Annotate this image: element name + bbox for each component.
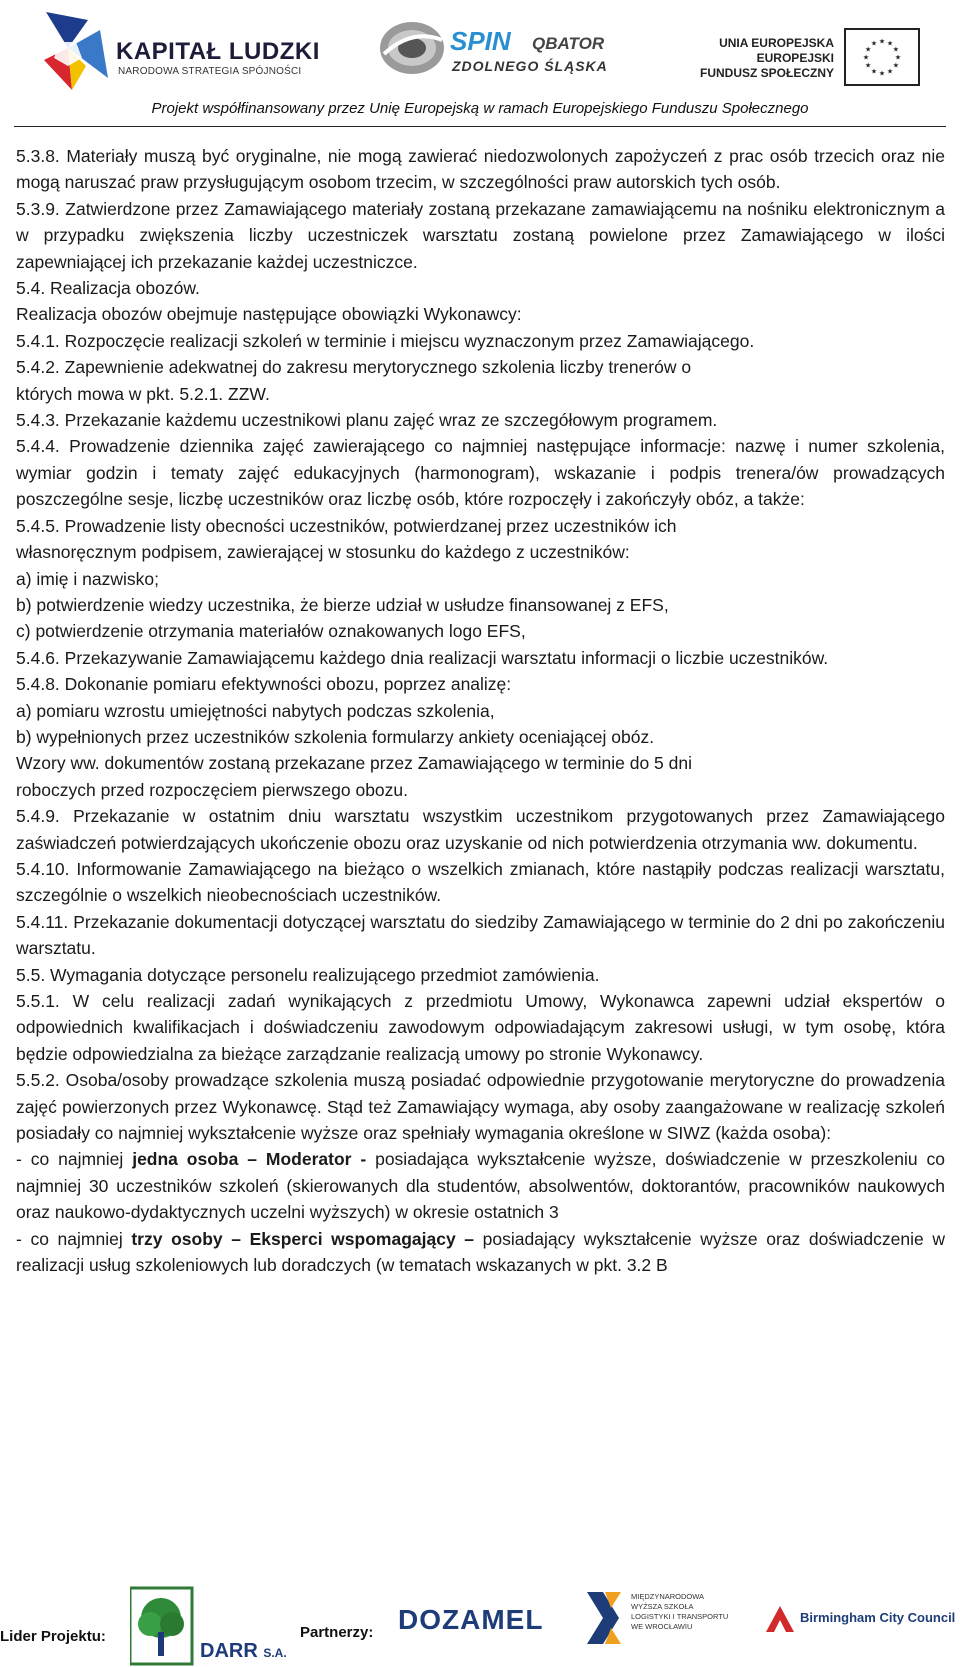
section-heading-5-5: 5.5. Wymagania dotyczące personelu realizującego przedmiot zamówienia.	[16, 964, 600, 985]
eu-star: ★	[878, 70, 886, 78]
paragraph-5-4-6: 5.4.6. Przekazywanie Zamawiającemu każdego dnia realizacji warsztatu informacji o liczbie uczestników.	[16, 647, 829, 668]
msl-name: MIĘDZYNARODOWA WYŻSZA SZKOŁA LOGISTYKI I TRANSPORTU WE WROCŁAWIU	[631, 1592, 729, 1631]
page-footer	[0, 1578, 960, 1667]
list-item-a: a) imię i nazwisko;	[16, 568, 159, 589]
list-item-measure-b: b) wypełnionych przez uczestników szkolenia formularzy ankiety oceniającej obóz.	[16, 726, 655, 747]
eu-star: ★	[878, 38, 886, 46]
moderator-rest: posiadająca wykształcenie wyższe, doświadczenie w przeszkoleniu co najmniej 30 uczestników szkoleń (skierowanych dla studentów, absolwentów, doktorantów, pracowników naukowych oraz naukowo-dydaktycznych uczelni wyższych) w okresie ostatnich 3	[16, 1149, 946, 1223]
eu-line-3: FUNDUSZ SPOŁECZNY	[699, 66, 834, 80]
paragraph-obligations-intro: Realizacja obozów obejmuje następujące obowiązki Wykonawcy:	[16, 304, 522, 325]
paragraph-5-4-1: 5.4.1. Rozpoczęcie realizacji szkoleń w terminie i miejscu wyznaczonym przez Zamawiającego.	[16, 330, 755, 351]
kapital-ludzki-logo	[38, 8, 338, 94]
paragraph-templates-line-1: Wzory ww. dokumentów zostaną przekazane przez Zamawiającego w terminie do 5 dni	[16, 753, 693, 774]
eu-star: ★	[892, 62, 900, 70]
paragraph-5-5-1: 5.5.1. W celu realizacji zadań wynikających z przedmiotu Umowy, Wykonawca zapewni udział ekspertów o odpowiednich kwalifikacjach i doświadczeniu zawodowym odpowiadającym zakresowi usługi, w tym osobę, która będzie odpowiedzialna za bieżące zarządzanie realizacją umowy po stronie Wykonawcy.	[16, 991, 945, 1064]
eu-star: ★	[862, 54, 870, 62]
moderator-prefix: - co najmniej	[16, 1149, 133, 1170]
spinqbator-main-text	[450, 26, 511, 57]
darr-name	[200, 1640, 287, 1663]
eu-star: ★	[864, 62, 872, 70]
paragraph-5-3-9: 5.3.9. Zatwierdzone przez Zamawiającego materiały zostaną przekazane zamawiającemu na nośniku elektronicznym a w przypadku zwiększenia liczby uczestniczek warsztatu zostaną powielone przez Zamawiającego w ilości zapewniającej ich przekazanie każdej uczestniczce.	[16, 198, 945, 272]
eu-logo-text	[700, 36, 834, 81]
msl-chevron-icon	[585, 1588, 629, 1650]
page-header	[0, 0, 960, 128]
paragraph-5-4-11: 5.4.11. Przekazanie dokumentacji dotyczącej warsztatu do siedziby Zamawiającego w terminie do 2 dni po zakończeniu warsztatu.	[16, 911, 945, 959]
experts-prefix: - co najmniej	[16, 1228, 132, 1249]
darr-main: DARR	[200, 1640, 258, 1662]
eu-line-1: UNIA EUROPEJSKA	[719, 36, 834, 50]
moderator-bold: jedna osoba – Moderator -	[132, 1149, 367, 1170]
paragraph-5-5-2: 5.5.2. Osoba/osoby prowadzące szkolenia muszą posiadać odpowiednie przygotowanie merytoryczne do prowadzenia zajęć powierzonych przez Wykonawcę. Stąd też Zamawiający wymaga, aby osoby zaangażowane w realizację szkoleń posiadały co najmniej wykształcenie wyższe oraz spełniały wymagania określone w SIWZ (każda osoba):	[16, 1070, 945, 1144]
birmingham-name: Birmingham City Council	[800, 1610, 956, 1625]
kapital-ludzki-subtitle: NARODOWA STRATEGIA SPÓJNOŚCI	[118, 66, 302, 77]
section-heading-5-4: 5.4. Realizacja obozów.	[16, 278, 200, 299]
birmingham-logo	[764, 1602, 954, 1642]
list-item-b: b) potwierdzenie wiedzy uczestnika, że bierze udział w usłudze finansowanej z EFS,	[16, 594, 669, 615]
paragraph-5-4-2-line-1: 5.4.2. Zapewnienie adekwatnej do zakresu merytorycznego szkolenia liczby trenerów o	[16, 357, 692, 378]
spinqbator-subtitle: ZDOLNEGO ŚLĄSKA	[452, 58, 608, 74]
paragraph-5-4-10: 5.4.10. Informowanie Zamawiającego na bieżąco o wszelkich zmianach, które nastąpiły podczas realizacji warsztatu, szczególnie o wszelkich nieobecnościach uczestników.	[16, 858, 945, 906]
kapital-ludzki-title: KAPITAŁ LUDZKI	[116, 38, 320, 65]
eu-star: ★	[870, 40, 878, 48]
paragraph-5-4-3: 5.4.3. Przekazanie każdemu uczestnikowi planu zajęć wraz ze szczegółowym programem.	[16, 410, 718, 431]
paragraph-5-4-4: 5.4.4. Prowadzenie dziennika zajęć zawierającego co najmniej następujące informacje: nazwę i numer szkolenia, wymiar godzin i tematy zajęć edukacyjnych (harmonogram), wskazanie i podpis trenera/ów prowadzących poszczególne sesje, liczbę uczestników oraz liczbę osób, które rozpoczęły i zakończyły obóz, a także:	[16, 436, 945, 510]
eu-flag-icon	[846, 30, 918, 84]
spinqbator-suffix: QBATOR	[532, 34, 605, 53]
eu-star: ★	[886, 68, 894, 76]
paragraph-moderator	[16, 1146, 945, 1225]
paragraph-5-3-8: 5.3.8. Materiały muszą być oryginalne, nie mogą zawierać niedozwolonych zapożyczeń z prac osób trzecich oraz nie mogą naruszać praw przysługującym osobom trzecim, w szczególności praw autorskich tych osób.	[16, 146, 945, 193]
spinqbator-disc-icon	[378, 18, 448, 78]
darr-tree-icon	[130, 1586, 200, 1666]
darr-suffix: S.A.	[263, 1646, 287, 1660]
paragraph-experts	[16, 1226, 945, 1279]
eu-logo	[690, 22, 920, 92]
kapital-ludzki-star-icon	[38, 8, 114, 94]
paragraph-5-4-9: 5.4.9. Przekazanie w ostatnim dniu warsztatu wszystkim uczestnikom przygotowanych przez Zamawiającego zaświadczeń potwierdzających ukończenie obozu oraz uzyskanie od nich potwierdzenia otrzymania ww. dokumentu.	[16, 806, 945, 853]
spinqbator-spin: SPIN	[450, 26, 511, 56]
eu-star: ★	[886, 40, 894, 48]
experts-bold: trzy osoby – Eksperci wspomagający –	[131, 1228, 475, 1249]
msl-logo	[585, 1588, 755, 1658]
partners-label: Partnerzy:	[300, 1624, 374, 1641]
darr-logo	[130, 1586, 287, 1666]
dozamel-logo: DOZAMEL	[398, 1604, 544, 1635]
paragraph-templates-line-2: roboczych przed rozpoczęciem pierwszego obozu.	[16, 779, 408, 800]
list-item-measure-a: a) pomiaru wzrostu umiejętności nabytych podczas szkolenia,	[16, 700, 495, 721]
eu-line-2: EUROPEJSKI	[756, 51, 834, 65]
cofinancing-caption: Projekt współfinansowany przez Unię Europejską w ramach Europejskiego Funduszu Społecznego	[151, 100, 809, 117]
document-body	[16, 143, 945, 1278]
eu-flag	[844, 28, 920, 86]
bcc-triangle-icon	[764, 1602, 798, 1638]
project-leader-label: Lider Projektu:	[0, 1628, 106, 1645]
eu-star: ★	[892, 46, 900, 54]
header-divider	[14, 126, 946, 127]
paragraph-5-4-5-line-2: własnoręcznym podpisem, zawierającej w stosunku do każdego z uczestników:	[16, 542, 630, 563]
list-item-c: c) potwierdzenie otrzymania materiałów oznakowanych logo EFS,	[16, 621, 526, 642]
eu-star: ★	[894, 54, 902, 62]
paragraph-5-4-8: 5.4.8. Dokonanie pomiaru efektywności obozu, poprzez analizę:	[16, 674, 512, 695]
experts-rest: posiadający wykształcenie wyższe oraz doświadczenie w realizacji usług szkoleniowych lub doradczych (w tematach wskazanych w pkt. 3.2 B	[16, 1228, 945, 1276]
paragraph-5-4-5-line-1: 5.4.5. Prowadzenie listy obecności uczestników, potwierdzanej przez uczestników ich	[16, 515, 677, 536]
eu-star: ★	[864, 46, 872, 54]
paragraph-5-4-2-line-2: których mowa w pkt. 5.2.1. ZZW.	[16, 383, 270, 404]
spinqbator-logo	[378, 18, 638, 78]
eu-star: ★	[870, 68, 878, 76]
